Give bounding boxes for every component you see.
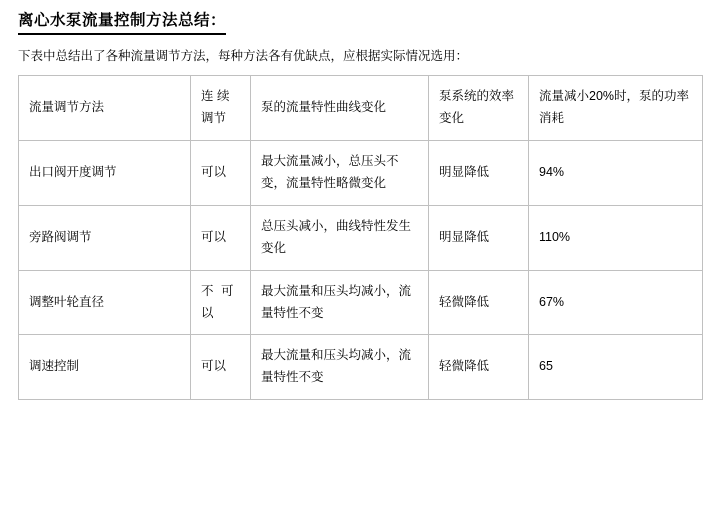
cell-continuous: 可以 xyxy=(191,141,251,206)
header-cell-continuous: 连 续 调节 xyxy=(191,76,251,141)
cell-continuous: 不 可 以 xyxy=(191,270,251,335)
header-cell-method: 流量调节方法 xyxy=(19,76,191,141)
table-row xyxy=(19,205,703,270)
cell-efficiency: 轻微降低 xyxy=(429,270,529,335)
cell-power: 94% xyxy=(529,141,703,206)
table-row xyxy=(19,335,703,400)
table-header-row xyxy=(19,76,703,141)
cell-curve: 最大流量和压头均减小，流量特性不变 xyxy=(251,270,429,335)
cell-power: 65 xyxy=(529,335,703,400)
cell-efficiency: 轻微降低 xyxy=(429,335,529,400)
header-cell-curve: 泵的流量特性曲线变化 xyxy=(251,76,429,141)
page-title: 离心水泵流量控制方法总结： xyxy=(18,10,226,35)
cell-efficiency: 明显降低 xyxy=(429,205,529,270)
cell-curve: 最大流量减小，总压头不变，流量特性略微变化 xyxy=(251,141,429,206)
cell-method: 调速控制 xyxy=(19,335,191,400)
header-cell-efficiency: 泵系统的效率变化 xyxy=(429,76,529,141)
cell-power: 110% xyxy=(529,205,703,270)
cell-continuous: 可以 xyxy=(191,205,251,270)
cell-curve: 总压头减小，曲线特性发生变化 xyxy=(251,205,429,270)
cell-method: 调整叶轮直径 xyxy=(19,270,191,335)
header-cell-power: 流量减小20%时，泵的功率消耗 xyxy=(529,76,703,141)
page-title-wrapper xyxy=(18,0,704,35)
cell-efficiency: 明显降低 xyxy=(429,141,529,206)
cell-method: 出口阀开度调节 xyxy=(19,141,191,206)
table-row xyxy=(19,270,703,335)
cell-power: 67% xyxy=(529,270,703,335)
flow-control-methods-table xyxy=(18,75,703,400)
cell-continuous: 可以 xyxy=(191,335,251,400)
intro-paragraph: 下表中总结出了各种流量调节方法，每种方法各有优缺点，应根据实际情况选用： xyxy=(18,48,469,63)
table-row xyxy=(19,141,703,206)
cell-curve: 最大流量和压头均减小，流量特性不变 xyxy=(251,335,429,400)
cell-method: 旁路阀调节 xyxy=(19,205,191,270)
